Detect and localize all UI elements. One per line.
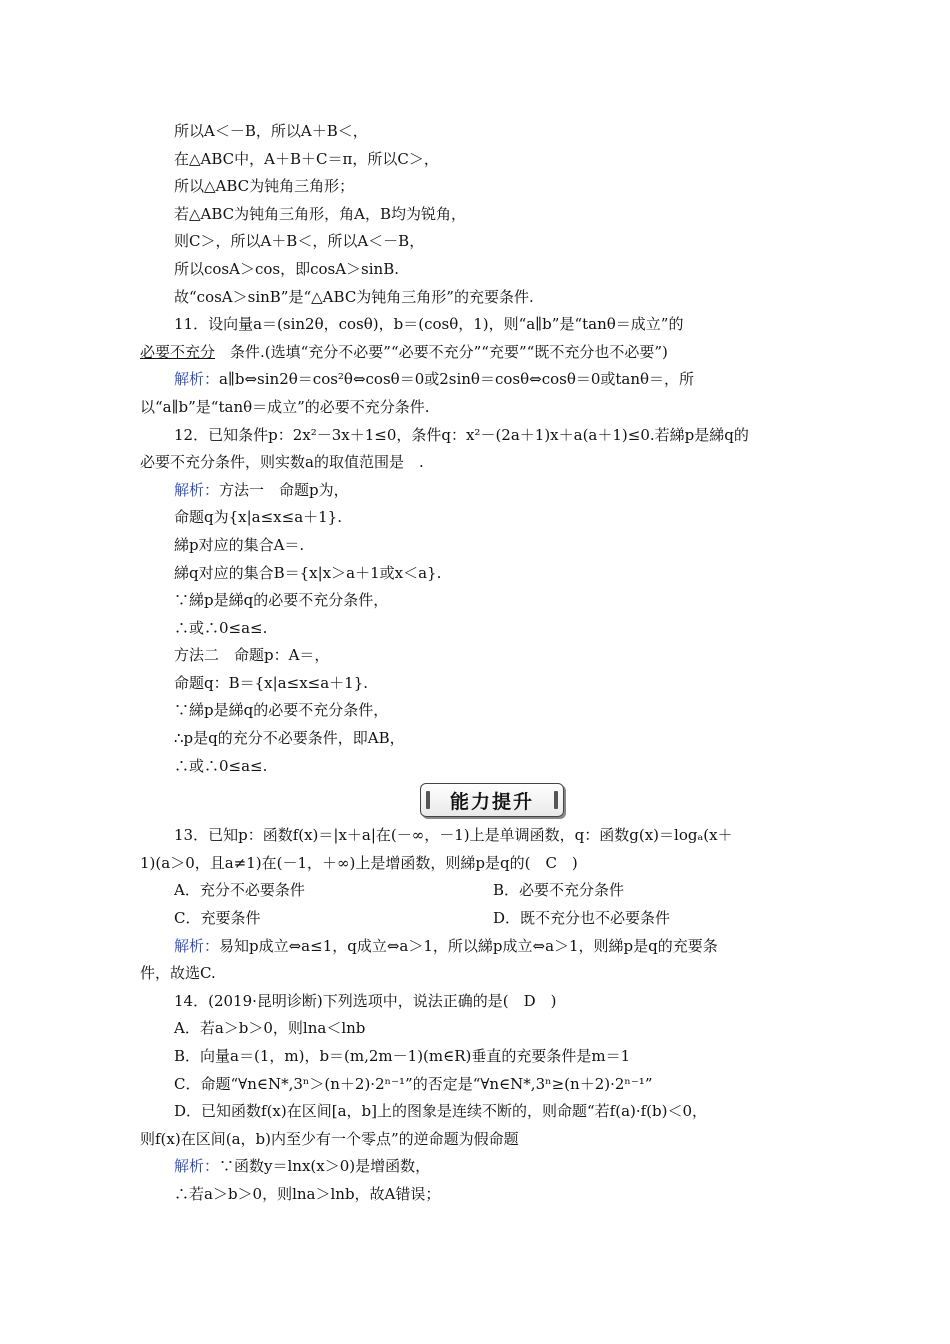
- text-line: 命题q：B＝{x|a≤x≤a＋1}.: [174, 673, 369, 692]
- option-d-cont: 则f(x)在区间(a，b)内至少有一个零点”的逆命题为假命题: [140, 1129, 519, 1148]
- question-14-stem: 14．(2019·昆明诊断)下列选项中，说法正确的是( D ): [174, 991, 557, 1010]
- question-12-stem: 12．已知条件p：2x²－3x＋1≤0，条件q：x²－(2a＋1)x＋a(a＋1)≤0.若綈p是綈q的: [174, 425, 749, 444]
- option-a: A．若a＞b＞0，则lna＜lnb: [174, 1019, 366, 1038]
- text-line: ∵綈p是綈q的必要不充分条件，: [174, 591, 389, 610]
- question-11-answer: 必要不充分: [140, 342, 216, 361]
- option-c: C．充要条件: [174, 909, 261, 928]
- text-line: 綈q对应的集合B＝{x|x＞a＋1或x＜a}.: [174, 563, 442, 582]
- section-banner: 能力提升: [420, 783, 564, 817]
- solution-text: ∵函数y＝lnx(x＞0)是增函数，: [219, 1157, 431, 1176]
- question-11-solution-cont: 以“a∥b”是“tanθ＝成立”的必要不充分条件.: [140, 397, 430, 416]
- question-11-stem: 11．设向量a＝(sin2θ，cosθ)，b＝(cosθ，1)，则“a∥b”是“tanθ＝成立”的: [174, 315, 684, 334]
- question-13-stem: 13．已知p：函数f(x)＝|x＋a|在(－∞，－1)上是单调函数，q：函数g(x)＝logₐ(x＋: [174, 826, 733, 845]
- question-13-options-row: [140, 905, 812, 933]
- solution-label: 解析：: [174, 1157, 220, 1176]
- question-13-solution-cont: 件，故选C.: [140, 964, 216, 983]
- question-12-solution: [140, 477, 812, 505]
- text-line: 所以△ABC为钝角三角形；: [174, 177, 355, 196]
- option-d: D．已知函数f(x)在区间[a，b]上的图象是连续不断的，则命题“若f(a)·f(b)＜0，: [174, 1102, 708, 1121]
- solution-label: 解析：: [174, 936, 220, 955]
- text-line: 命题q为{x|a≤x≤a＋1}.: [174, 508, 342, 527]
- text-line: ∴或∴0≤a≤.: [174, 618, 268, 637]
- text-line: 若△ABC为钝角三角形，角A，B均为锐角，: [174, 204, 467, 223]
- text-line: 在△ABC中，A＋B＋C＝π，所以C＞，: [174, 149, 439, 168]
- text-line: 方法二 命题p：A＝，: [174, 646, 330, 665]
- document-page: [140, 118, 812, 1209]
- solution-text: a∥b⇔sin2θ＝cos²θ⇔cosθ＝0或2sinθ＝cosθ⇔cosθ＝0或tanθ＝，所: [219, 370, 695, 389]
- question-13-solution: [140, 933, 812, 961]
- solution-text: 方法一 命题p为，: [219, 480, 349, 499]
- solution-label: 解析：: [174, 480, 220, 499]
- text-line: 故“cosA＞sinB”是“△ABC为钝角三角形”的充要条件.: [174, 287, 534, 306]
- text-line: ∴若a＞b＞0，则lna＞lnb，故A错误；: [174, 1184, 441, 1203]
- option-d: D．既不充分也不必要条件: [493, 909, 671, 928]
- question-11-stem-cont: [140, 339, 812, 367]
- text-line: ∴p是q的充分不必要条件，即AB，: [174, 729, 405, 748]
- option-c: C．命题“∀n∈N*,3ⁿ＞(n＋2)·2ⁿ⁻¹”的否定是“∀n∈N*,3ⁿ≥(n＋2)·2ⁿ⁻¹”: [174, 1074, 653, 1093]
- text-line: 则C＞，所以A＋B＜，所以A＜－B，: [174, 232, 425, 251]
- text-line: ∵綈p是綈q的必要不充分条件，: [174, 701, 389, 720]
- text-line: 所以cosA＞cos，即cosA＞sinB.: [174, 259, 400, 278]
- text-line: ∴或∴0≤a≤.: [174, 756, 268, 775]
- question-13-stem-cont: 1)(a＞0，且a≠1)在(－1，＋∞)上是增函数，则綈p是q的( C ): [140, 853, 578, 872]
- text-line: 所以A＜－B，所以A＋B＜，: [174, 122, 368, 140]
- solution-text: 易知p成立⇔a≤1，q成立⇔a＞1，所以綈p成立⇔a＞1，则綈p是q的充要条: [219, 936, 718, 955]
- solution-label: 解析：: [174, 370, 220, 389]
- section-banner-row: [140, 780, 812, 822]
- question-11-solution: [140, 366, 812, 394]
- option-b: B．向量a＝(1，m)，b＝(m,2m－1)(m∈R)垂直的充要条件是m＝1: [174, 1047, 631, 1065]
- question-12-stem-cont: 必要不充分条件，则实数a的取值范围是 .: [140, 453, 424, 472]
- question-14-solution: [140, 1153, 812, 1181]
- question-13-options-row: [140, 877, 812, 905]
- text-line: 綈p对应的集合A＝.: [174, 535, 305, 554]
- option-a: A．充分不必要条件: [174, 881, 305, 900]
- question-11-options-text: 条件.(选填“充分不必要”“必要不充分”“充要”“既不充分也不必要”): [215, 342, 668, 361]
- option-b: B．必要不充分条件: [493, 881, 625, 900]
